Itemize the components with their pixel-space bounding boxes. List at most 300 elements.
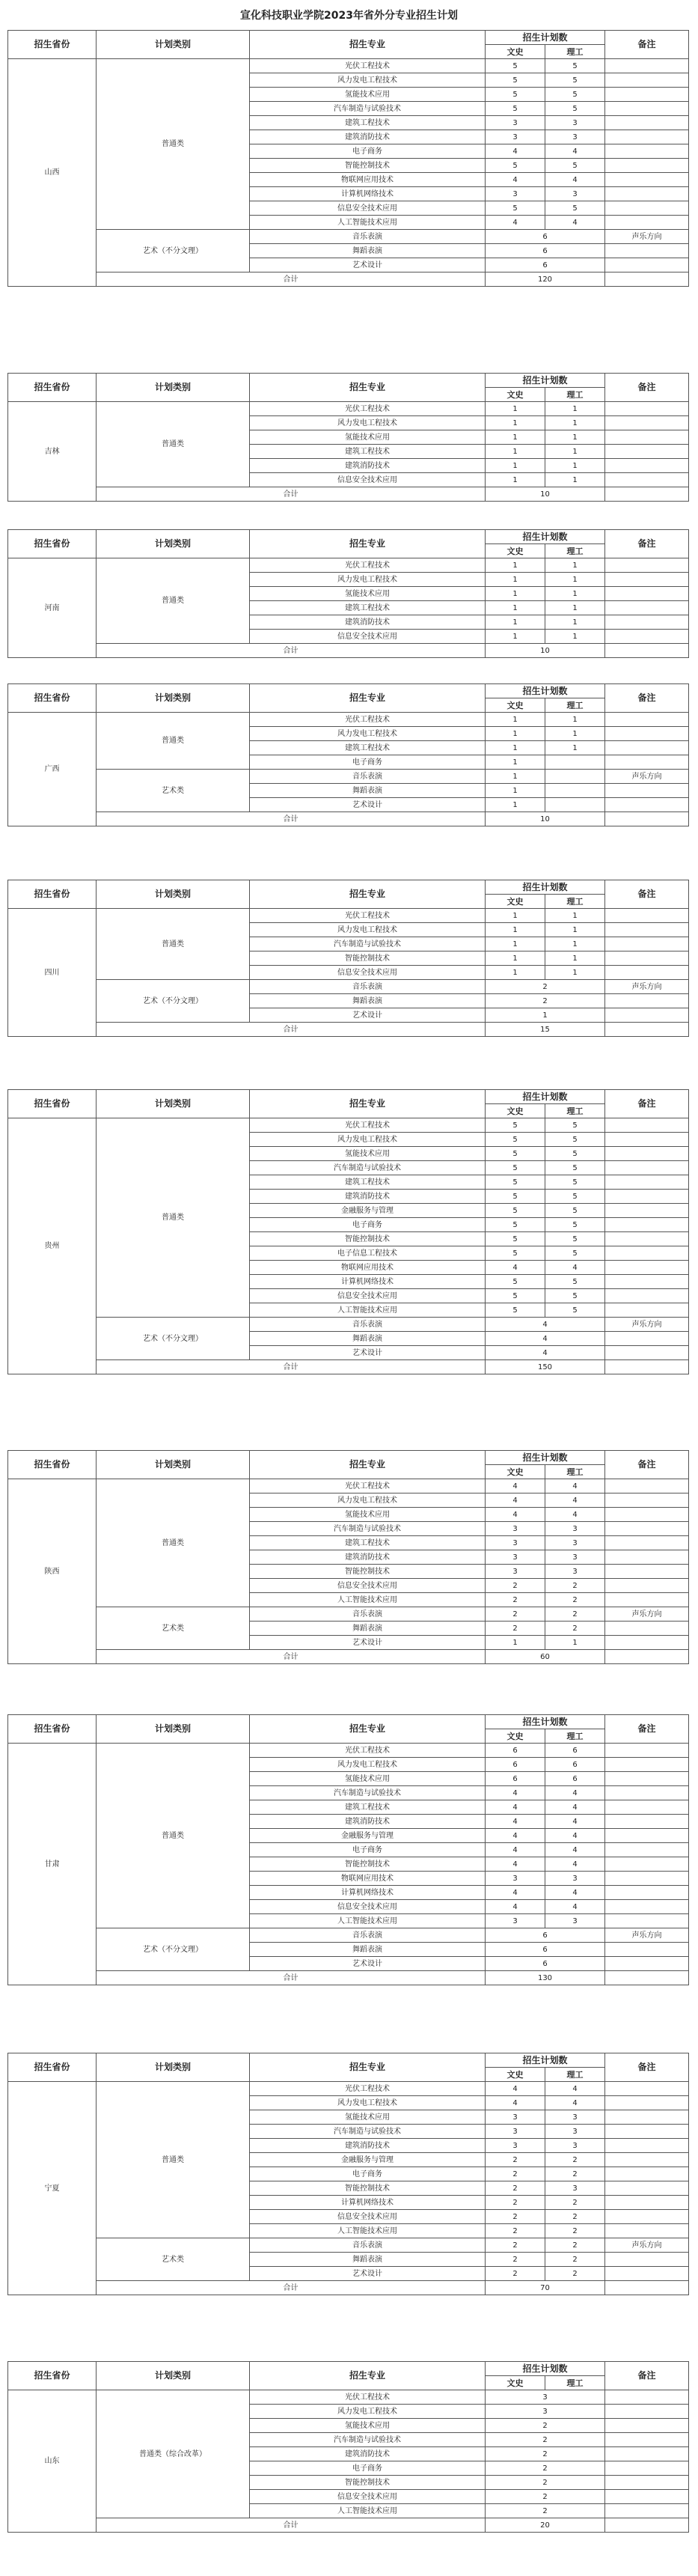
major-cell: 风力发电工程技术	[250, 573, 486, 587]
province-table	[7, 683, 689, 826]
note-cell	[605, 473, 689, 487]
province-header: 招生省份	[8, 1451, 97, 1479]
total-label: 合计	[97, 1971, 486, 1985]
science-cell: 5	[545, 1190, 605, 1204]
province-table	[7, 529, 689, 658]
arts-cell: 2	[486, 2238, 545, 2253]
arts-cell: 4	[486, 1815, 545, 1829]
major-cell: 光伏工程技术	[250, 1479, 486, 1493]
science-header: 理工	[545, 1729, 605, 1744]
note-cell: 声乐方向	[605, 770, 689, 784]
province-header: 招生省份	[8, 1715, 97, 1744]
major-cell: 计算机网络技术	[250, 1886, 486, 1900]
quota-cell: 6	[486, 244, 605, 258]
note-cell	[605, 2153, 689, 2167]
note-cell	[605, 2253, 689, 2267]
major-cell: 物联网应用技术	[250, 1261, 486, 1275]
note-cell	[605, 1246, 689, 1261]
total-note	[605, 2281, 689, 2295]
note-cell	[605, 430, 689, 445]
science-cell: 5	[545, 1118, 605, 1133]
science-cell: 6	[545, 1772, 605, 1786]
major-cell: 汽车制造与试验技术	[250, 937, 486, 951]
major-cell: 电子商务	[250, 1843, 486, 1857]
major-cell: 风力发电工程技术	[250, 2405, 486, 2419]
note-cell	[605, 1914, 689, 1928]
science-header: 理工	[545, 45, 605, 59]
note-cell	[605, 1536, 689, 1550]
note-cell	[605, 88, 689, 102]
major-header: 招生专业	[250, 880, 486, 909]
note-cell	[605, 1133, 689, 1147]
plan-type-header: 计划类别	[97, 880, 250, 909]
major-cell: 光伏工程技术	[250, 2390, 486, 2405]
science-cell: 4	[545, 1815, 605, 1829]
table-row	[8, 1928, 689, 1943]
table-row	[8, 1607, 689, 1622]
science-cell: 3	[545, 1565, 605, 1579]
note-cell	[605, 116, 689, 130]
plan-type-cell: 普通类	[97, 1744, 250, 1928]
major-cell: 汽车制造与试验技术	[250, 1161, 486, 1175]
total-row	[8, 487, 689, 502]
arts-cell: 4	[486, 1857, 545, 1872]
province-table	[7, 30, 689, 287]
plan-type-cell: 普通类	[97, 1479, 250, 1607]
science-cell: 1	[545, 951, 605, 966]
science-cell: 3	[545, 2181, 605, 2196]
science-cell: 3	[545, 116, 605, 130]
note-cell	[605, 1579, 689, 1593]
total-value: 60	[486, 1650, 605, 1664]
arts-cell: 2	[486, 2253, 545, 2267]
arts-cell: 2	[486, 2210, 545, 2224]
major-cell: 智能控制技术	[250, 2476, 486, 2490]
major-cell: 光伏工程技术	[250, 1118, 486, 1133]
science-cell: 1	[545, 459, 605, 473]
major-cell: 建筑消防技术	[250, 1190, 486, 1204]
major-header: 招生专业	[250, 374, 486, 402]
arts-cell: 4	[486, 1508, 545, 1522]
total-value: 10	[486, 487, 605, 502]
note-header: 备注	[605, 1451, 689, 1479]
arts-cell: 6	[486, 1772, 545, 1786]
major-cell: 汽车制造与试验技术	[250, 2433, 486, 2447]
science-header: 理工	[545, 388, 605, 402]
note-cell	[605, 216, 689, 230]
note-cell	[605, 1275, 689, 1289]
arts-header: 文史	[486, 2376, 545, 2390]
plan-type-cell: 普通类	[97, 402, 250, 487]
arts-cell: 5	[486, 102, 545, 116]
total-row	[8, 2518, 689, 2533]
arts-cell: 1	[486, 951, 545, 966]
header-row	[8, 1715, 689, 1729]
note-cell	[605, 2181, 689, 2196]
arts-cell: 1	[486, 937, 545, 951]
arts-cell: 1	[486, 601, 545, 615]
science-cell: 2	[545, 2153, 605, 2167]
note-cell	[605, 2096, 689, 2110]
major-cell: 建筑工程技术	[250, 116, 486, 130]
science-cell: 3	[545, 2139, 605, 2153]
note-cell	[605, 1744, 689, 1758]
plan-type-header: 计划类别	[97, 31, 250, 59]
total-label: 合计	[97, 1360, 486, 1374]
science-cell: 5	[545, 1246, 605, 1261]
total-label: 合计	[97, 1023, 486, 1037]
major-cell: 建筑工程技术	[250, 741, 486, 755]
quota-cell: 6	[486, 258, 605, 272]
arts-cell: 6	[486, 1744, 545, 1758]
arts-cell: 3	[486, 2125, 545, 2139]
arts-cell: 5	[486, 1275, 545, 1289]
science-cell: 3	[545, 1914, 605, 1928]
note-cell	[605, 130, 689, 144]
science-cell: 3	[545, 2110, 605, 2125]
science-cell: 5	[545, 59, 605, 73]
major-cell: 光伏工程技术	[250, 402, 486, 416]
science-header: 理工	[545, 2068, 605, 2082]
science-cell: 4	[545, 1886, 605, 1900]
arts-cell: 1	[486, 587, 545, 601]
quota-cell: 2	[486, 994, 605, 1008]
science-cell	[545, 798, 605, 812]
major-cell: 氢能技术应用	[250, 1508, 486, 1522]
science-cell: 3	[545, 187, 605, 201]
arts-cell: 1	[486, 473, 545, 487]
arts-cell: 2	[486, 2267, 545, 2281]
major-cell: 信息安全技术应用	[250, 630, 486, 644]
note-cell	[605, 755, 689, 770]
quota-header: 招生计划数	[486, 1090, 605, 1104]
major-cell: 音乐表演	[250, 230, 486, 244]
arts-cell: 3	[486, 116, 545, 130]
province-cell: 山西	[8, 59, 97, 287]
major-cell: 电子信息工程技术	[250, 1246, 486, 1261]
arts-cell: 4	[486, 2096, 545, 2110]
total-note	[605, 272, 689, 287]
major-cell: 建筑工程技术	[250, 1175, 486, 1190]
total-value: 120	[486, 272, 605, 287]
note-cell	[605, 2125, 689, 2139]
science-cell: 2	[545, 2210, 605, 2224]
note-cell	[605, 937, 689, 951]
major-header: 招生专业	[250, 1090, 486, 1118]
table-row	[8, 2082, 689, 2096]
note-cell	[605, 2082, 689, 2096]
province-cell: 山东	[8, 2390, 97, 2533]
science-cell: 3	[545, 1550, 605, 1565]
science-cell: 4	[545, 144, 605, 159]
note-cell: 声乐方向	[605, 1607, 689, 1622]
arts-header: 文史	[486, 1729, 545, 1744]
major-cell: 金融服务与管理	[250, 1204, 486, 1218]
major-cell: 氢能技术应用	[250, 430, 486, 445]
major-cell: 智能控制技术	[250, 1232, 486, 1246]
plan-type-cell: 普通类	[97, 713, 250, 770]
arts-cell: 1	[486, 615, 545, 630]
arts-cell: 4	[486, 1886, 545, 1900]
arts-cell: 1	[486, 770, 545, 784]
province-cell: 甘肃	[8, 1744, 97, 1985]
note-cell	[605, 1900, 689, 1914]
major-cell: 建筑消防技术	[250, 2447, 486, 2461]
major-cell: 计算机网络技术	[250, 187, 486, 201]
quota-cell: 4	[486, 1318, 605, 1332]
major-cell: 人工智能技术应用	[250, 2224, 486, 2238]
science-cell: 2	[545, 2253, 605, 2267]
science-header: 理工	[545, 1104, 605, 1118]
science-cell: 4	[545, 1508, 605, 1522]
arts-cell: 5	[486, 1147, 545, 1161]
total-note	[605, 1023, 689, 1037]
total-label: 合计	[97, 644, 486, 658]
arts-cell: 4	[486, 2082, 545, 2096]
note-cell	[605, 587, 689, 601]
arts-cell: 1	[486, 923, 545, 937]
table-row	[8, 230, 689, 244]
table-row	[8, 770, 689, 784]
major-cell: 光伏工程技术	[250, 713, 486, 727]
table-row	[8, 1479, 689, 1493]
science-cell: 2	[545, 1607, 605, 1622]
note-cell	[605, 951, 689, 966]
arts-cell: 4	[486, 216, 545, 230]
note-cell	[605, 994, 689, 1008]
note-cell	[605, 2461, 689, 2476]
arts-cell: 5	[486, 1161, 545, 1175]
note-cell: 声乐方向	[605, 1318, 689, 1332]
major-header: 招生专业	[250, 1451, 486, 1479]
science-cell: 5	[545, 1175, 605, 1190]
total-label: 合计	[97, 272, 486, 287]
quota-cell: 4	[486, 1346, 605, 1360]
science-cell: 4	[545, 216, 605, 230]
arts-cell: 4	[486, 1843, 545, 1857]
science-cell: 5	[545, 1133, 605, 1147]
major-cell: 物联网应用技术	[250, 1872, 486, 1886]
major-cell: 氢能技术应用	[250, 1772, 486, 1786]
province-table	[7, 373, 689, 502]
science-cell: 4	[545, 1857, 605, 1872]
header-row	[8, 684, 689, 698]
note-cell	[605, 173, 689, 187]
note-cell	[605, 798, 689, 812]
total-value: 10	[486, 812, 605, 826]
arts-cell: 1	[486, 713, 545, 727]
note-cell	[605, 1190, 689, 1204]
major-cell: 舞蹈表演	[250, 1332, 486, 1346]
major-header: 招生专业	[250, 2053, 486, 2082]
science-cell: 1	[545, 558, 605, 573]
arts-cell: 3	[486, 1522, 545, 1536]
note-cell	[605, 1815, 689, 1829]
major-cell: 舞蹈表演	[250, 1622, 486, 1636]
arts-cell: 1	[486, 798, 545, 812]
major-cell: 汽车制造与试验技术	[250, 102, 486, 116]
quota-cell: 3	[486, 2390, 605, 2405]
note-cell	[605, 1843, 689, 1857]
arts-cell: 4	[486, 1493, 545, 1508]
province-header: 招生省份	[8, 374, 97, 402]
header-row	[8, 880, 689, 895]
science-cell: 4	[545, 1900, 605, 1914]
science-cell: 4	[545, 1843, 605, 1857]
science-cell: 5	[545, 1218, 605, 1232]
province-header: 招生省份	[8, 684, 97, 713]
province-header: 招生省份	[8, 2362, 97, 2390]
science-cell: 1	[545, 445, 605, 459]
arts-header: 文史	[486, 45, 545, 59]
note-cell	[605, 1943, 689, 1957]
note-cell	[605, 1289, 689, 1303]
note-cell	[605, 258, 689, 272]
quota-cell: 3	[486, 2405, 605, 2419]
science-cell: 2	[545, 2238, 605, 2253]
note-cell	[605, 1508, 689, 1522]
science-cell: 1	[545, 937, 605, 951]
quota-cell: 2	[486, 2447, 605, 2461]
total-row	[8, 1360, 689, 1374]
major-cell: 计算机网络技术	[250, 1275, 486, 1289]
note-cell	[605, 2476, 689, 2490]
arts-cell: 4	[486, 1786, 545, 1800]
major-cell: 舞蹈表演	[250, 784, 486, 798]
science-header: 理工	[545, 544, 605, 558]
note-cell	[605, 1565, 689, 1579]
science-cell: 2	[545, 2167, 605, 2181]
science-cell: 3	[545, 130, 605, 144]
major-cell: 信息安全技术应用	[250, 1289, 486, 1303]
science-cell: 1	[545, 741, 605, 755]
note-cell	[605, 1857, 689, 1872]
plan-type-cell: 普通类	[97, 909, 250, 980]
note-cell	[605, 1886, 689, 1900]
major-cell: 舞蹈表演	[250, 1943, 486, 1957]
note-cell	[605, 601, 689, 615]
note-header: 备注	[605, 1090, 689, 1118]
province-header: 招生省份	[8, 880, 97, 909]
plan-type-header: 计划类别	[97, 1715, 250, 1744]
major-cell: 风力发电工程技术	[250, 1493, 486, 1508]
major-cell: 光伏工程技术	[250, 1744, 486, 1758]
quota-header: 招生计划数	[486, 374, 605, 388]
major-cell: 风力发电工程技术	[250, 1133, 486, 1147]
arts-cell: 1	[486, 430, 545, 445]
quota-cell: 6	[486, 1928, 605, 1943]
note-cell	[605, 1800, 689, 1815]
science-cell: 2	[545, 1593, 605, 1607]
plan-type-cell: 普通类	[97, 558, 250, 644]
total-label: 合计	[97, 487, 486, 502]
arts-cell: 3	[486, 187, 545, 201]
science-cell	[545, 784, 605, 798]
arts-cell: 3	[486, 2139, 545, 2153]
science-cell: 4	[545, 1786, 605, 1800]
major-cell: 光伏工程技术	[250, 909, 486, 923]
arts-cell: 5	[486, 1204, 545, 1218]
total-row	[8, 1650, 689, 1664]
table-row	[8, 402, 689, 416]
province-cell: 广西	[8, 713, 97, 826]
science-cell: 5	[545, 88, 605, 102]
arts-cell: 1	[486, 755, 545, 770]
major-cell: 风力发电工程技术	[250, 727, 486, 741]
note-cell	[605, 2267, 689, 2281]
arts-cell: 5	[486, 1289, 545, 1303]
note-cell	[605, 2210, 689, 2224]
science-cell: 6	[545, 1744, 605, 1758]
plan-type-cell: 艺术（不分文理）	[97, 1928, 250, 1971]
province-table	[7, 880, 689, 1037]
major-cell: 智能控制技术	[250, 159, 486, 173]
arts-cell: 5	[486, 1246, 545, 1261]
science-cell: 3	[545, 2125, 605, 2139]
arts-cell: 5	[486, 1232, 545, 1246]
major-cell: 人工智能技术应用	[250, 1593, 486, 1607]
quota-header: 招生计划数	[486, 530, 605, 544]
arts-cell: 4	[486, 1900, 545, 1914]
science-cell: 2	[545, 1579, 605, 1593]
header-row	[8, 1451, 689, 1465]
table-row	[8, 2390, 689, 2405]
major-cell: 物联网应用技术	[250, 173, 486, 187]
note-cell	[605, 1218, 689, 1232]
province-table	[7, 2361, 689, 2533]
note-header: 备注	[605, 530, 689, 558]
quota-cell: 6	[486, 1943, 605, 1957]
major-cell: 建筑工程技术	[250, 445, 486, 459]
major-cell: 汽车制造与试验技术	[250, 1522, 486, 1536]
header-row	[8, 374, 689, 388]
major-cell: 艺术设计	[250, 1636, 486, 1650]
science-cell: 1	[545, 601, 605, 615]
plan-type-header: 计划类别	[97, 1451, 250, 1479]
quota-cell: 1	[486, 1008, 605, 1023]
quota-cell: 6	[486, 230, 605, 244]
major-header: 招生专业	[250, 2362, 486, 2390]
science-cell: 4	[545, 1800, 605, 1815]
quota-header: 招生计划数	[486, 684, 605, 698]
major-cell: 金融服务与管理	[250, 2153, 486, 2167]
province-table	[7, 1714, 689, 1985]
science-cell: 1	[545, 713, 605, 727]
arts-cell: 1	[486, 558, 545, 573]
arts-cell: 2	[486, 2196, 545, 2210]
note-cell	[605, 1593, 689, 1607]
science-cell: 4	[545, 1261, 605, 1275]
major-cell: 舞蹈表演	[250, 2253, 486, 2267]
arts-cell: 5	[486, 59, 545, 73]
note-cell	[605, 144, 689, 159]
quota-header: 招生计划数	[486, 1451, 605, 1465]
arts-cell: 5	[486, 88, 545, 102]
arts-cell: 3	[486, 1565, 545, 1579]
arts-header: 文史	[486, 544, 545, 558]
science-cell: 1	[545, 573, 605, 587]
major-cell: 智能控制技术	[250, 1565, 486, 1579]
note-cell	[605, 2419, 689, 2433]
note-cell	[605, 1550, 689, 1565]
note-cell: 声乐方向	[605, 980, 689, 994]
major-cell: 舞蹈表演	[250, 244, 486, 258]
major-cell: 音乐表演	[250, 1607, 486, 1622]
note-cell	[605, 558, 689, 573]
province-cell: 吉林	[8, 402, 97, 502]
province-cell: 陕西	[8, 1479, 97, 1664]
quota-cell: 2	[486, 2419, 605, 2433]
